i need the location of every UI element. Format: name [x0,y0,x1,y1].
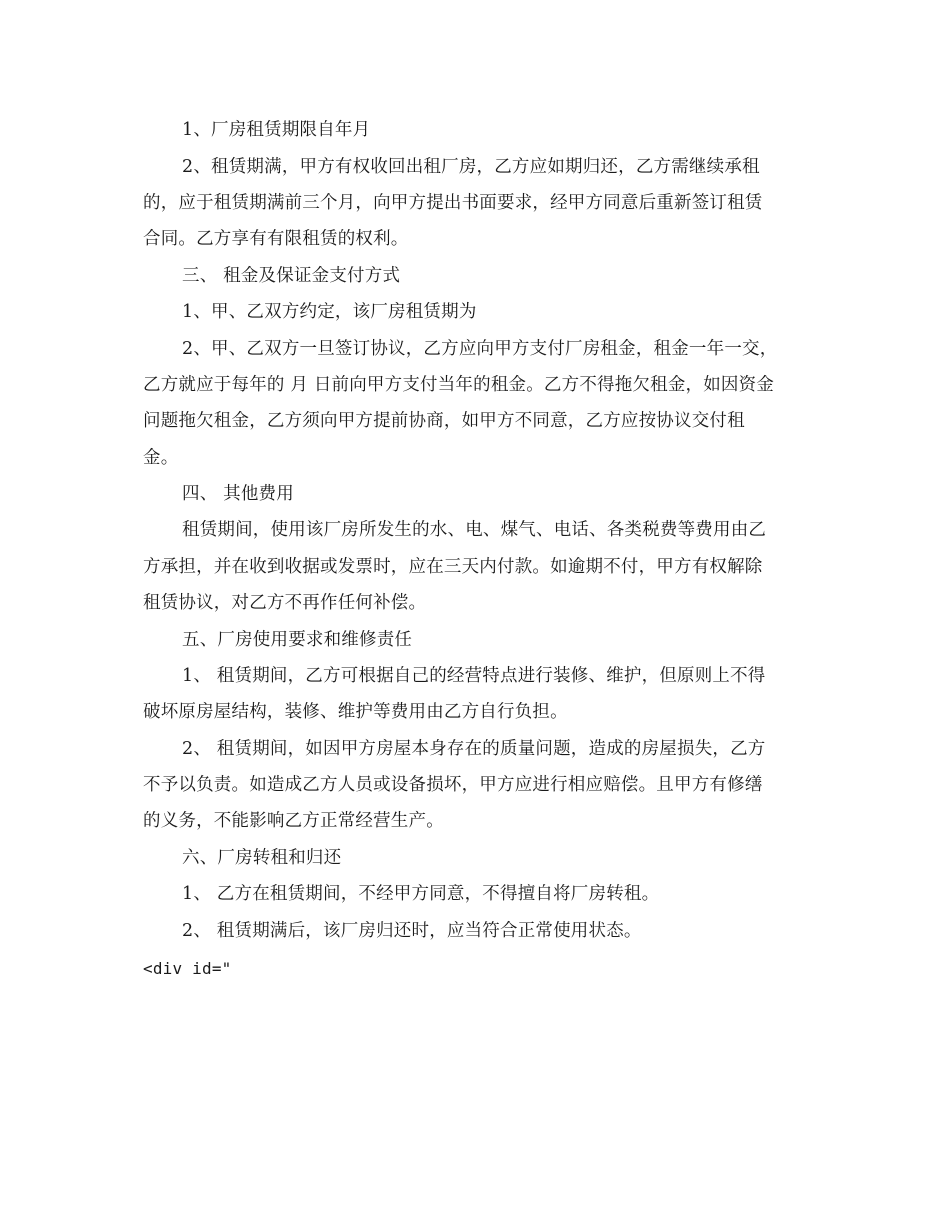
text-line: 租赁协议，对乙方不再作任何补偿。 [143,593,427,613]
section-heading: 六、厂房转租和归还 [182,848,342,868]
text-line: 1、厂房租赁期限自年月 [182,120,371,140]
text-line: 金。 [143,448,179,468]
text-line: 乙方就应于每年的 月 日前向甲方支付当年的租金。乙方不得拖欠租金，如因资金 [143,375,775,395]
section-heading: 五、厂房使用要求和维修责任 [182,630,413,650]
text-line: 不予以负责。如造成乙方人员或设备损坏，甲方应进行相应赔偿。且甲方有修缮 [143,775,763,795]
text-line: 租赁期间，使用该厂房所发生的水、电、煤气、电话、各类税费等费用由乙 [182,520,767,540]
text-line: 1、 租赁期间，乙方可根据自己的经营特点进行装修、维护，但原则上不得 [182,666,766,686]
text-line: 2、甲、乙双方一旦签订协议，乙方应向甲方支付厂房租金，租金一年一交， [182,339,778,359]
text-line: 2、租赁期满，甲方有权收回出租厂房，乙方应如期归还，乙方需继续承租 [182,157,760,177]
text-line: 的义务，不能影响乙方正常经营生产。 [143,811,444,831]
text-line: 2、 租赁期间，如因甲方房屋本身存在的质量问题，造成的房屋损失，乙方 [182,739,766,759]
text-line: 方承担，并在收到收据或发票时，应在三天内付款。如逾期不付，甲方有权解除 [143,557,763,577]
text-line: 合同。乙方享有有限租赁的权利。 [143,229,409,249]
text-line: 1、 乙方在租赁期间，不经甲方同意，不得擅自将厂房转租。 [182,884,660,904]
section-heading: 三、 租金及保证金支付方式 [182,266,401,286]
stray-markup-text: <div id=" [143,959,232,978]
section-heading: 四、 其他费用 [182,484,294,504]
text-line: 破坏原房屋结构，装修、维护等费用由乙方自行负担。 [143,702,568,722]
text-line: 问题拖欠租金，乙方须向甲方提前协商，如甲方不同意，乙方应按协议交付租 [143,411,745,431]
text-line: 1、甲、乙双方约定，该厂房租赁期为 [182,302,477,322]
text-line: 2、 租赁期满后，该厂房归还时，应当符合正常使用状态。 [182,921,642,941]
text-line: 的，应于租赁期满前三个月，向甲方提出书面要求，经甲方同意后重新签订租赁 [143,193,763,213]
